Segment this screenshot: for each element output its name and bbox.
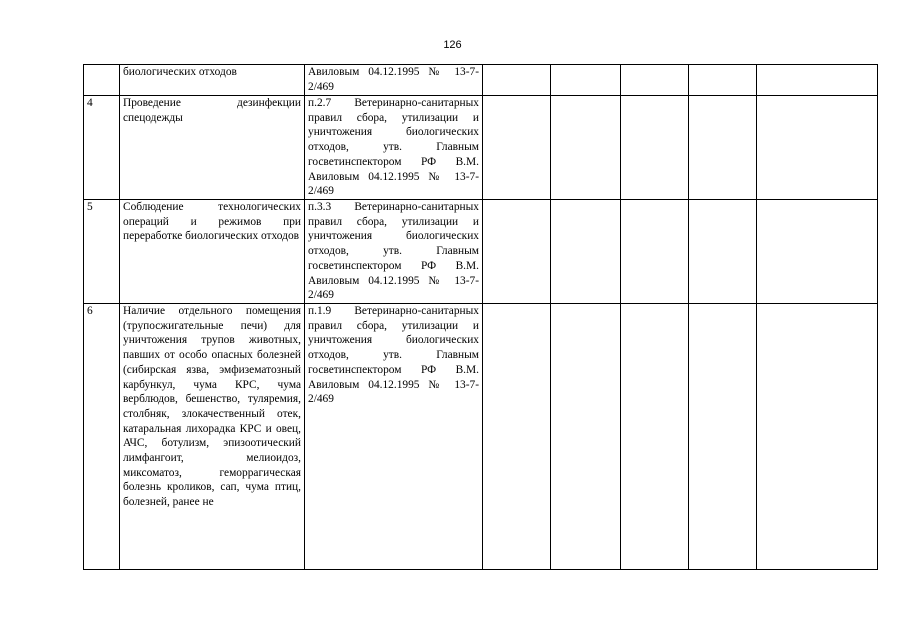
- row-number: [84, 65, 120, 96]
- empty-cell: [621, 304, 689, 570]
- empty-cell: [621, 96, 689, 200]
- requirement-text: Соблюдение технологических операций и режимов при переработке биологических отходов: [120, 200, 305, 304]
- empty-cell: [621, 65, 689, 96]
- empty-cell: [689, 96, 757, 200]
- legal-basis-text: п.3.3 Ветеринарно-санитарных правил сбора, утилизации и уничтожения биологических отходов, утв. Главным госветинспектором РФ В.М. Авиловым 04.12.1995 № 13-7-2/469: [305, 200, 483, 304]
- table-row-6: [84, 304, 878, 570]
- table-row-5: [84, 200, 878, 304]
- row-number: 5: [84, 200, 120, 304]
- legal-basis-text: п.1.9 Ветеринарно-санитарных правил сбора, утилизации и уничтожения биологических отходов, утв. Главным госветинспектором РФ В.М. Авиловым 04.12.1995 № 13-7-2/469: [305, 304, 483, 570]
- empty-cell: [621, 200, 689, 304]
- requirement-text: биологических отходов: [120, 65, 305, 96]
- empty-cell: [689, 200, 757, 304]
- empty-cell: [483, 65, 551, 96]
- requirement-text: Наличие отдельного помещения (трупосжигательные печи) для уничтожения трупов животных, павших от особо опасных болезней (сибирская язва, эмфизематозный карбункул, чума КРС, чума верблюдов, бешенство, туляремия, столбняк, злокачественный отек, катаральная лихорадка КРС и овец, АЧС, ботулизм, эпизоотический лимфангоит, мелиоидоз, миксоматоз, геморрагическая болезнь кроликов, сап, чума птиц, болезней, ранее не: [120, 304, 305, 570]
- empty-cell: [483, 96, 551, 200]
- row-number: 4: [84, 96, 120, 200]
- legal-basis-text: Авиловым 04.12.1995 № 13-7-2/469: [305, 65, 483, 96]
- empty-cell: [757, 65, 878, 96]
- empty-cell: [483, 200, 551, 304]
- empty-cell: [551, 96, 621, 200]
- table-row-4: [84, 96, 878, 200]
- empty-cell: [689, 65, 757, 96]
- table-row-continuation: [84, 65, 878, 96]
- empty-cell: [551, 304, 621, 570]
- empty-cell: [483, 304, 551, 570]
- inspection-table: [83, 64, 878, 570]
- empty-cell: [757, 304, 878, 570]
- requirement-text: Проведение дезинфекции спецодежды: [120, 96, 305, 200]
- page-number: 126: [443, 39, 462, 51]
- empty-cell: [757, 200, 878, 304]
- empty-cell: [689, 304, 757, 570]
- empty-cell: [757, 96, 878, 200]
- legal-basis-text: п.2.7 Ветеринарно-санитарных правил сбора, утилизации и уничтожения биологических отходов, утв. Главным госветинспектором РФ В.М. Авиловым 04.12.1995 № 13-7-2/469: [305, 96, 483, 200]
- row-number: 6: [84, 304, 120, 570]
- empty-cell: [551, 65, 621, 96]
- empty-cell: [551, 200, 621, 304]
